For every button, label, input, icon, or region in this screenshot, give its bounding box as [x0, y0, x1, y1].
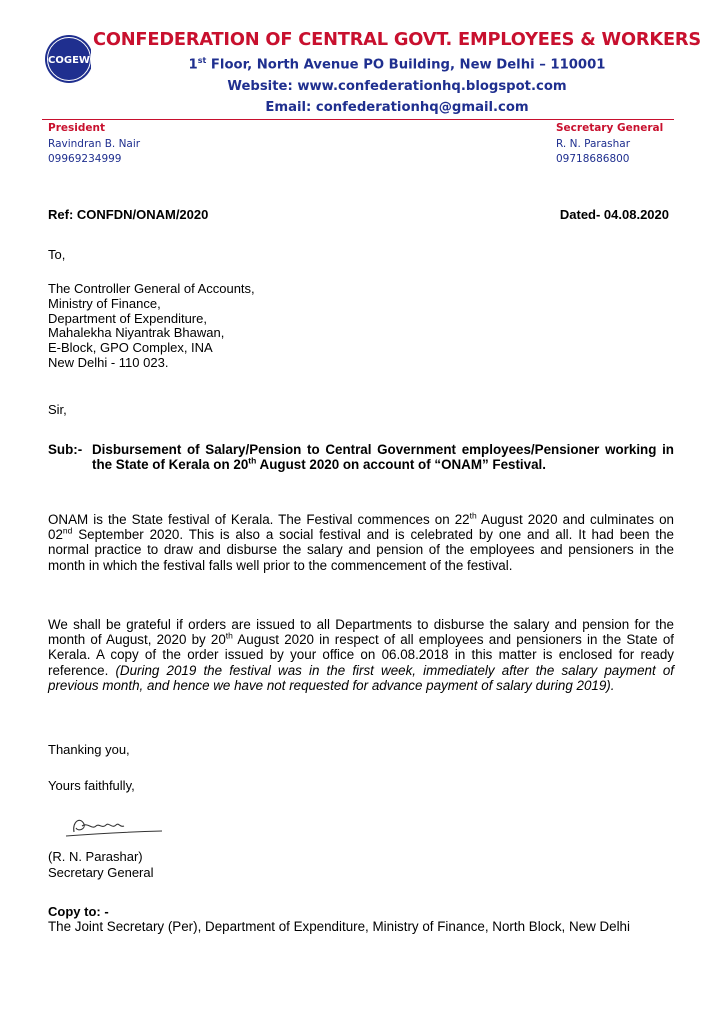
secretary-name: R. N. Parashar	[556, 137, 631, 150]
logo-emblem-icon	[31, 12, 91, 106]
letter-date: Dated- 04.08.2020	[559, 207, 669, 222]
subject-ordinal: th	[248, 455, 257, 466]
paragraph-text: ONAM is the State festival of Kerala. The Festival commences on 22	[48, 512, 470, 527]
body-paragraph-2	[48, 617, 674, 693]
president-phone: 09969234999	[48, 153, 122, 165]
address-ordinal-suffix: st	[197, 56, 207, 65]
paragraph-text: We shall be grateful if orders are issued to all Departments to disburse the salary and pension for the month of August, 2020 by 20	[48, 617, 674, 648]
paragraph-ordinal: th	[469, 510, 477, 521]
subject-label: Sub:-	[48, 442, 83, 457]
organization-website: Website: www.confederationhq.blogspot.com	[227, 79, 567, 94]
secretary-general-block	[556, 121, 663, 168]
header-divider	[42, 119, 674, 120]
secretary-phone: 09718686800	[556, 153, 630, 165]
president-role: President	[48, 122, 105, 134]
address-rest: Floor, North Avenue PO Building, New Delhi – 110001	[206, 57, 606, 73]
address-line: Mahalekha Niyantrak Bhawan,	[48, 325, 225, 341]
signatory-block	[48, 849, 154, 880]
address-line: Department of Expenditure,	[48, 310, 207, 326]
paragraph-text: August 2020 and culminates on 02	[48, 512, 674, 543]
organization-logo	[31, 12, 91, 106]
signature-scribble-icon	[62, 810, 172, 844]
copy-to-label: Copy to: -	[48, 904, 109, 919]
address-line: New Delhi - 110 023.	[48, 354, 169, 370]
signatory-name: (R. N. Parashar)	[48, 849, 143, 864]
organization-address	[92, 56, 702, 72]
address-floor-number: 1	[188, 57, 198, 73]
subject-part: Disbursement of Salary/Pension to Central Government employees/Pensioner working in the State of Kerala on 20	[92, 442, 674, 472]
paragraph-ordinal: nd	[62, 525, 73, 536]
paragraph-italic-note: (During 2019 the festival was in the first week, immediately after the salary payment of previous month, and hence we have not requested for advance payment of salary during 2019).	[48, 662, 674, 693]
copy-to-text: The Joint Secretary (Per), Department of Expenditure, Ministry of Finance, North Block, New Delhi	[48, 919, 630, 934]
thanks-line: Thanking you,	[48, 742, 130, 757]
address-line: Ministry of Finance,	[48, 295, 161, 311]
closing-line: Yours faithfully,	[48, 778, 135, 793]
salutation: Sir,	[48, 402, 67, 417]
secretary-role: Secretary General	[556, 122, 664, 134]
organization-email: Email: confederationhq@gmail.com	[265, 100, 529, 115]
subject-part: August 2020 on account of “ONAM” Festival.	[256, 457, 546, 472]
address-line: E-Block, GPO Complex, INA	[48, 340, 213, 356]
signature	[62, 810, 172, 844]
body-paragraph-1	[48, 512, 674, 573]
to-label: To,	[48, 247, 66, 262]
paragraph-text: September 2020. This is also a social festival and is celebrated by one and all. It had been the normal practice to draw and disburse the salary and pension of the employees and pensioners in the month in which the festival falls well prior to the commencement of the festival.	[48, 527, 674, 573]
reference-number: Ref: CONFDN/ONAM/2020	[48, 207, 209, 222]
address-line: The Controller General of Accounts,	[48, 281, 255, 296]
subject-text	[92, 442, 674, 472]
president-name: Ravindran B. Nair	[48, 137, 141, 150]
organization-name: CONFEDERATION OF CENTRAL GOVT. EMPLOYEES & WORKERS	[92, 29, 701, 50]
president-block	[48, 121, 140, 168]
signatory-title: Secretary General	[48, 864, 154, 880]
logo-text: COGEW	[48, 55, 90, 66]
paragraph-ordinal: th	[225, 630, 233, 641]
paragraph-text: August 2020 in respect of all employees and pensioners in the State of Kerala. A copy of the order issued by your office on 06.08.2018 in this matter is enclosed for ready reference.	[48, 632, 674, 678]
recipient-address	[48, 282, 255, 371]
